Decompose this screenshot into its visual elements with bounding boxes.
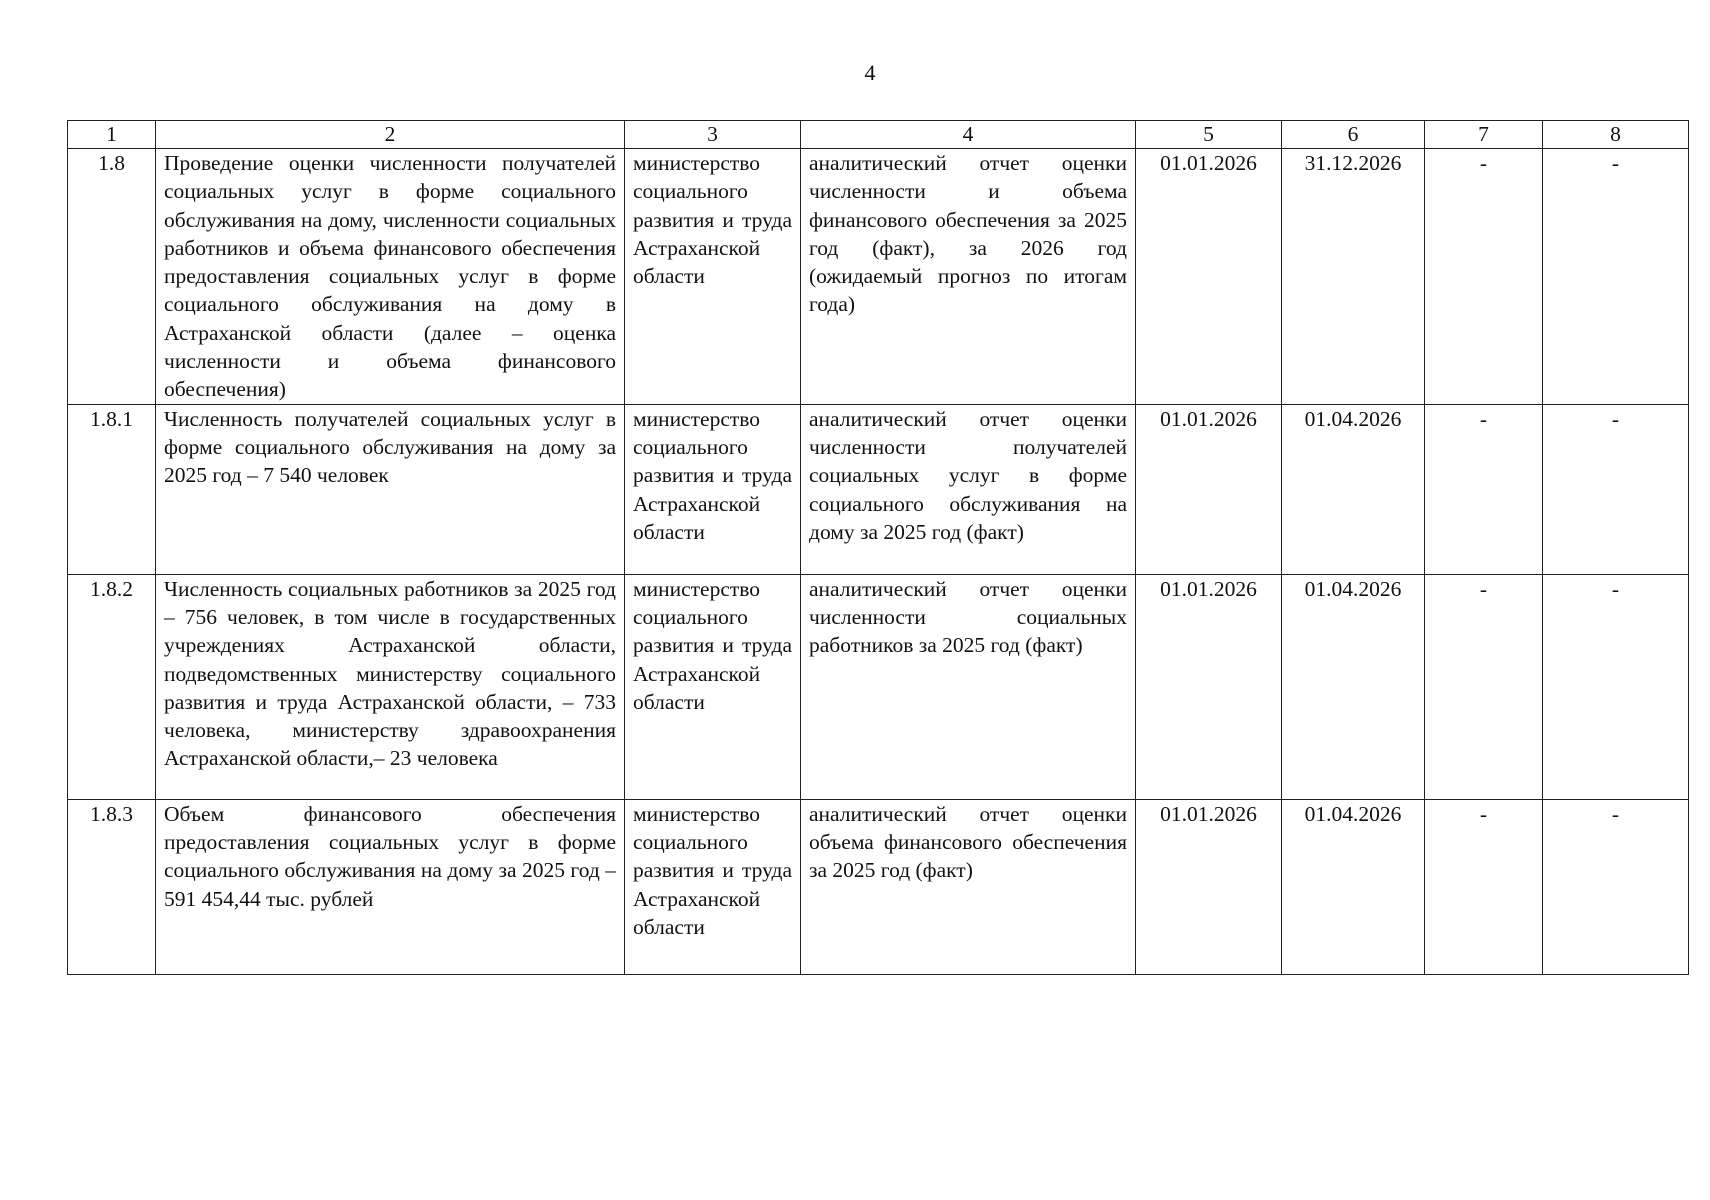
row-col7: - <box>1425 574 1543 799</box>
table-row <box>68 404 1689 574</box>
row-col7: - <box>1425 149 1543 405</box>
table-header-row <box>68 121 1689 149</box>
row-col7: - <box>1425 799 1543 974</box>
row-number: 1.8.3 <box>68 799 156 974</box>
table-row <box>68 149 1689 405</box>
row-executor: министерство социального развития и труда Астраханской области <box>625 149 801 405</box>
header-col-6: 6 <box>1282 121 1425 149</box>
header-col-3: 3 <box>625 121 801 149</box>
row-start-date: 01.01.2026 <box>1136 574 1282 799</box>
row-description: Объем финансового обеспечения предоставления социальных услуг в форме социального обслуживания на дому за 2025 год – 591 454,44 тыс. рублей <box>156 799 625 974</box>
table-row <box>68 799 1689 974</box>
table-row <box>68 574 1689 799</box>
header-col-4: 4 <box>801 121 1136 149</box>
row-description: Проведение оценки численности получателей социальных услуг в форме социального обслуживания на дому, численности социальных работников и объема финансового обеспечения предоставления социальных услуг в форме социального обслуживания на дому в Астраханской области (далее – оценка численности и объема финансового обеспечения) <box>156 149 625 405</box>
row-result: аналитический отчет оценки объема финансового обеспечения за 2025 год (факт) <box>801 799 1136 974</box>
row-start-date: 01.01.2026 <box>1136 799 1282 974</box>
row-start-date: 01.01.2026 <box>1136 404 1282 574</box>
row-col8: - <box>1543 799 1689 974</box>
row-number: 1.8.2 <box>68 574 156 799</box>
row-executor: министерство социального развития и труда Астраханской области <box>625 404 801 574</box>
row-number: 1.8.1 <box>68 404 156 574</box>
row-result: аналитический отчет оценки численности получателей социальных услуг в форме социального обслуживания на дому за 2025 год (факт) <box>801 404 1136 574</box>
page-number: 4 <box>864 60 876 85</box>
header-col-1: 1 <box>68 121 156 149</box>
row-start-date: 01.01.2026 <box>1136 149 1282 405</box>
header-col-5: 5 <box>1136 121 1282 149</box>
row-col8: - <box>1543 149 1689 405</box>
row-result: аналитический отчет оценки численности и объема финансового обеспечения за 2025 год (факт), за 2026 год (ожидаемый прогноз по итогам года) <box>801 149 1136 405</box>
header-col-8: 8 <box>1543 121 1689 149</box>
row-number: 1.8 <box>68 149 156 405</box>
header-col-2: 2 <box>156 121 625 149</box>
row-executor: министерство социального развития и труда Астраханской области <box>625 574 801 799</box>
row-description: Численность получателей социальных услуг в форме социального обслуживания на дому за 2025 год – 7 540 человек <box>156 404 625 574</box>
plan-table <box>67 120 1689 975</box>
row-col8: - <box>1543 574 1689 799</box>
header-col-7: 7 <box>1425 121 1543 149</box>
row-end-date: 01.04.2026 <box>1282 404 1425 574</box>
row-col8: - <box>1543 404 1689 574</box>
row-description: Численность социальных работников за 2025 год – 756 человек, в том числе в государственных учреждениях Астраханской области, подведомственных министерству социального развития и труда Астраханской области, – 733 человека, министерству здравоохранения Астраханской области,– 23 человека <box>156 574 625 799</box>
row-end-date: 01.04.2026 <box>1282 799 1425 974</box>
row-result: аналитический отчет оценки численности социальных работников за 2025 год (факт) <box>801 574 1136 799</box>
row-end-date: 01.04.2026 <box>1282 574 1425 799</box>
row-executor: министерство социального развития и труда Астраханской области <box>625 799 801 974</box>
row-end-date: 31.12.2026 <box>1282 149 1425 405</box>
row-col7: - <box>1425 404 1543 574</box>
